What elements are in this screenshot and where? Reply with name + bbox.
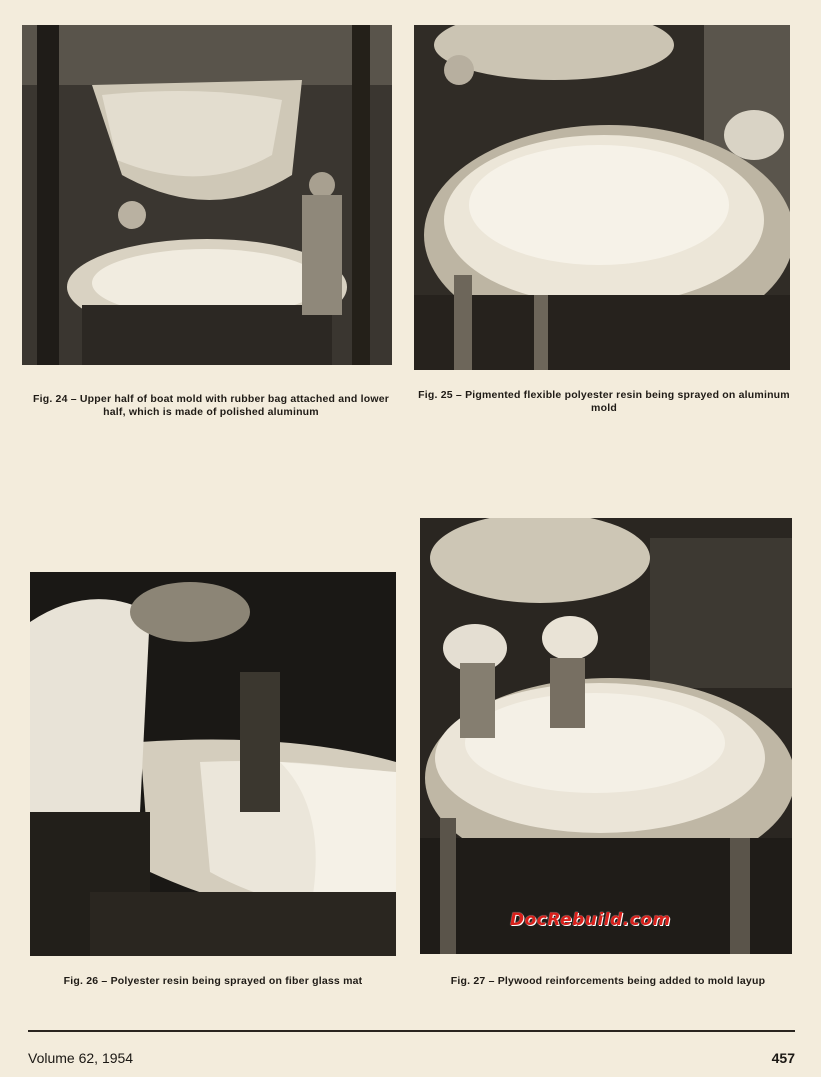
watermark-text: DocRebuild.com xyxy=(510,910,671,930)
footer-divider xyxy=(28,1030,795,1032)
figure-25-caption: Fig. 25 – Pigmented flexible polyester resin being sprayed on aluminum mold xyxy=(418,389,790,414)
figure-26-caption: Fig. 26 – Polyester resin being sprayed on fiber glass mat xyxy=(63,975,363,987)
figure-26-photo xyxy=(30,572,396,956)
figure-27-caption: Fig. 27 – Plywood reinforcements being added to mold layup xyxy=(450,975,766,987)
figure-24-caption: Fig. 24 – Upper half of boat mold with rubber bag attached and lower half, which is made of polished aluminum xyxy=(32,393,390,418)
figure-27-photo xyxy=(420,518,792,954)
figure-24-photo xyxy=(22,25,392,365)
figure-25-photo xyxy=(414,25,790,370)
page-number: 457 xyxy=(771,1050,795,1066)
footer-volume: Volume 62, 1954 xyxy=(28,1050,134,1066)
